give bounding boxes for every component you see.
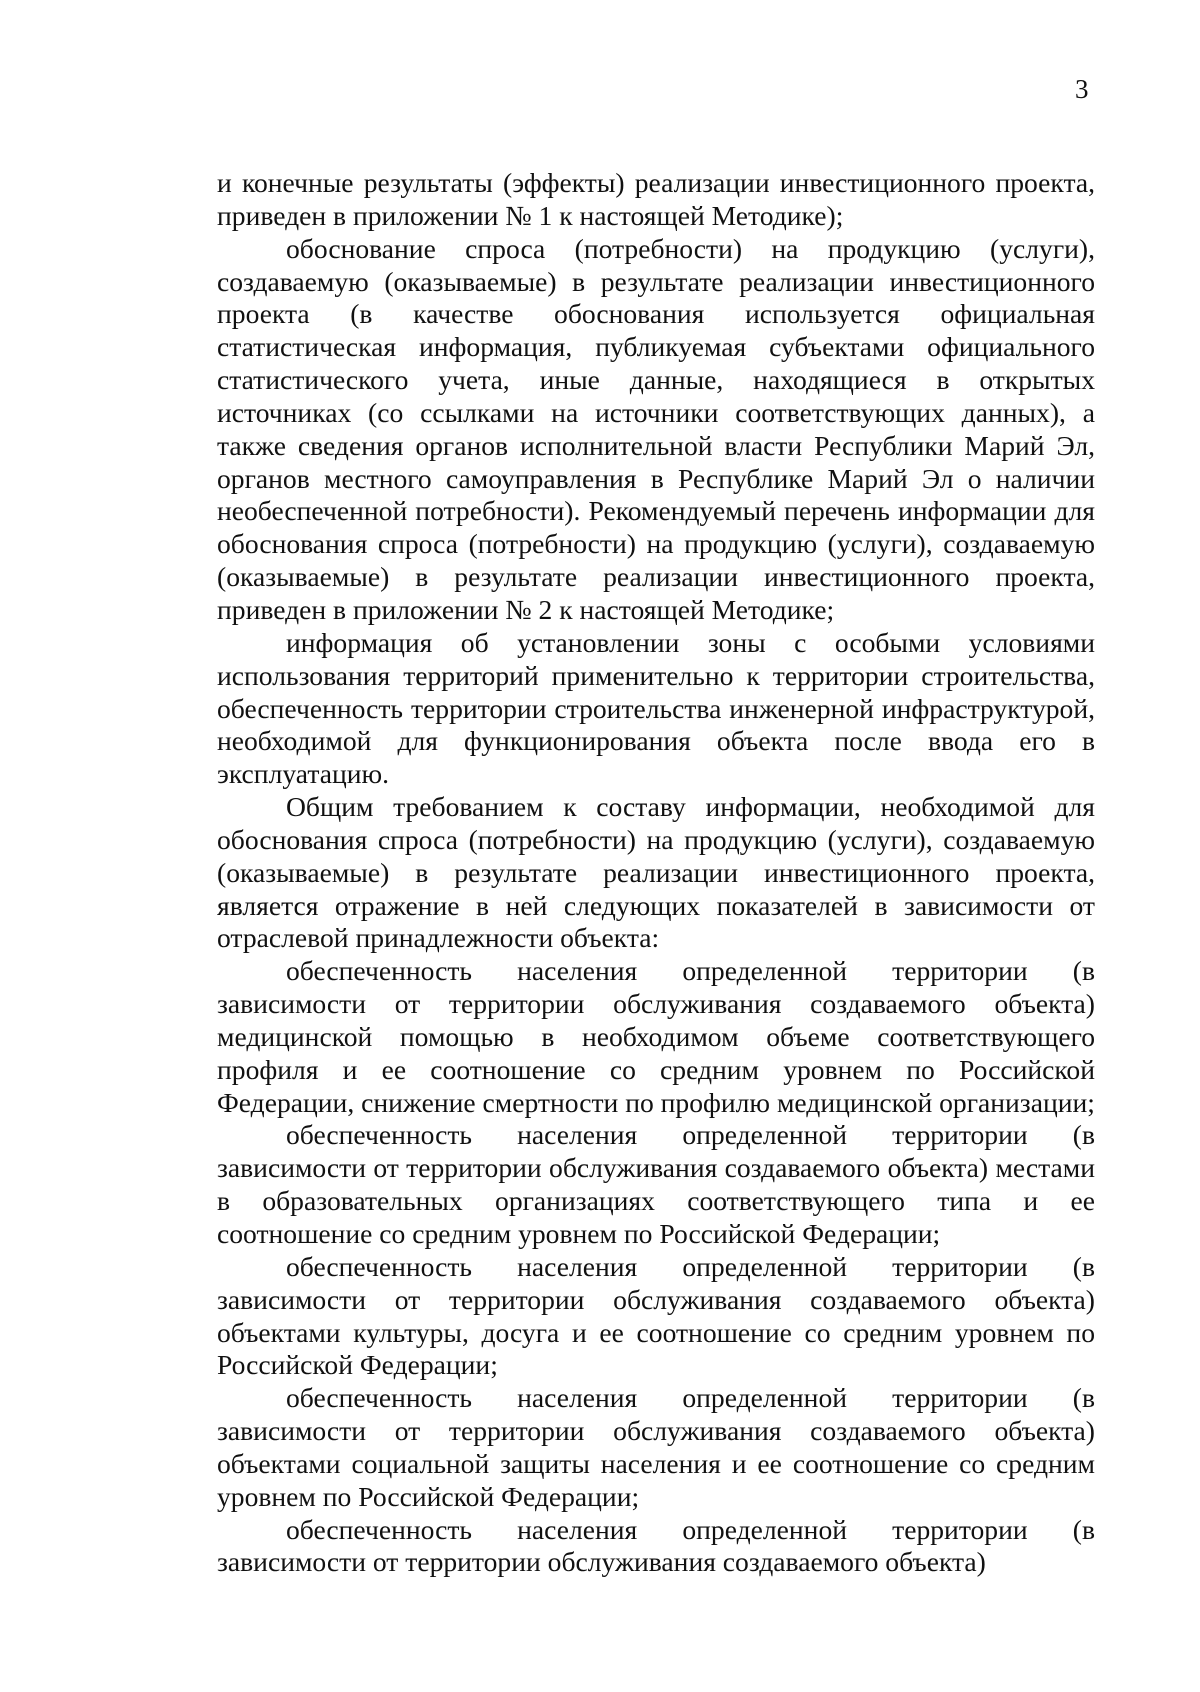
paragraph-medical-provision: обеспеченность населения определенной территории (в зависимости от территории обслуживания создаваемого объекта) медицинской помощью в необходимом объеме соответствующего профиля и ее соотношение со средним уровнем по Российской Федерации, снижение смертности по профилю медицинской организации; bbox=[217, 955, 1095, 1118]
paragraph-demand-justification: обоснование спроса (потребности) на продукцию (услуги), создаваемую (оказываемые) в результате реализации инвестиционного проекта (в качестве обоснования используется официальная статистическая информация, публикуемая субъектами официального статистического учета, иные данные, находящиеся в открытых источниках (со ссылками на источники соответствующих данных), а также сведения органов исполнительной власти Республики Марий Эл, органов местного самоуправления в Республике Марий Эл о наличии необеспеченной потребности). Рекомендуемый перечень информации для обоснования спроса (потребности) на продукцию (услуги), создаваемую (оказываемые) в результате реализации инвестиционного проекта, приведен в приложении № 2 к настоящей Методике; bbox=[217, 232, 1095, 625]
paragraph-provision-continued: обеспеченность населения определенной территории (в зависимости от территории обслуживания создаваемого объекта) bbox=[217, 1513, 1095, 1578]
paragraph-special-zone-info: информация об установлении зоны с особыми условиями использования территорий применительно к территории строительства, обеспеченность территории строительства инженерной инфраструктурой, необходимой для функционирования объекта после ввода его в эксплуатацию. bbox=[217, 626, 1095, 790]
paragraph-continuation: и конечные результаты (эффекты) реализации инвестиционного проекта, приведен в приложении № 1 к настоящей Методике); bbox=[217, 167, 1095, 231]
paragraph-education-provision: обеспеченность населения определенной территории (в зависимости от территории обслуживания создаваемого объекта) местами в образовательных организациях соответствующего типа и ее соотношение со средним уровнем по Российской Федерации; bbox=[217, 1119, 1095, 1249]
paragraph-general-requirement: Общим требованием к составу информации, необходимой для обоснования спроса (потребности) на продукцию (услуги), создаваемую (оказываемые) в результате реализации инвестиционного проекта, является отражение в ней следующих показателей в зависимости от отраслевой принадлежности объекта: bbox=[217, 791, 1095, 954]
page-number: 3 bbox=[1075, 74, 1089, 104]
paragraph-social-protection-provision: обеспеченность населения определенной территории (в зависимости от территории обслуживания создаваемого объекта) объектами социальной защиты населения и ее соотношение со средним уровнем по Российской Федерации; bbox=[217, 1382, 1095, 1512]
body-text bbox=[217, 167, 1095, 1579]
paragraph-culture-provision: обеспеченность населения определенной территории (в зависимости от территории обслуживания создаваемого объекта) объектами культуры, досуга и ее соотношение со средним уровнем по Российской Федерации; bbox=[217, 1250, 1095, 1381]
